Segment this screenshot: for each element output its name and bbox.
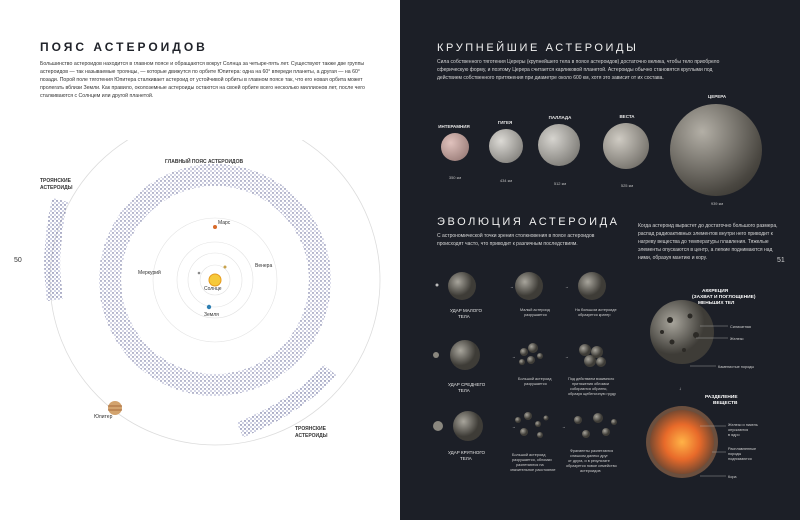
right-page-title: КРУПНЕЙШИЕ АСТЕРОИДЫ <box>437 42 639 54</box>
asteroid-size-3: 512 км <box>553 181 567 186</box>
left-page-title: ПОЯС АСТЕРОИДОВ <box>40 40 208 54</box>
svg-text:→: → <box>512 425 516 429</box>
accretion-label-2: Железо <box>730 337 744 341</box>
right-page-paragraph: Сила собственного тяготения Цереры (крупнейшего тела в поясе астероидов) достаточно велика, чтобы тело приобрело сферическую форму, и поэтому Церера считается карликовой планетой. Астероиды обычно становятся круглыми под действием собственного притяжения при диаметре около 600 км, хотя это зависит от их состава. <box>437 59 720 81</box>
row1-label-2: ТЕЛА <box>458 314 470 319</box>
asteroid-size-1: 350 км <box>448 175 462 180</box>
svg-text:→: → <box>512 355 516 359</box>
asteroid-hygiea <box>489 129 523 163</box>
venus-icon <box>224 266 227 269</box>
earth-icon <box>207 305 211 309</box>
separation-title-1: РАЗДЕЛЕНИЕ <box>705 395 738 400</box>
trojans-left-label-2: АСТЕРОИДЫ <box>40 185 73 191</box>
svg-text:→: → <box>510 285 514 289</box>
accretion-title-2: (ЗАХВАТ И ПОГЛОЩЕНИЕ) <box>692 295 756 300</box>
evolution-title: ЭВОЛЮЦИЯ АСТЕРОИДА <box>437 216 620 228</box>
asteroid-name-3: ПАЛЛАДА <box>548 115 572 120</box>
trojans-left-label-1: ТРОЯНСКИЕ <box>40 178 71 184</box>
separation-label-2: опускаются <box>728 428 749 432</box>
accretion-title-3: МЕНЬШИХ ТЕЛ <box>698 301 735 306</box>
row2-cap2-4: образуя щебеночную груду <box>568 392 616 396</box>
row2-cap1-2: разрушается <box>524 382 547 386</box>
row3-cap2-1: Фрагменты разлетаются <box>570 449 614 453</box>
asteroid-vesta <box>603 123 649 169</box>
asteroid-name-2: ГИГЕЯ <box>497 120 513 125</box>
row2-label-2: ТЕЛА <box>458 388 470 393</box>
row3-cap2-5: астероидов <box>580 469 601 473</box>
evolution-paragraph: С астрономической точки зрения столкновения в поясе астероидов происходят часто, что приводит к различным последствиям. <box>437 233 595 247</box>
separation-label-5: породы <box>728 452 742 456</box>
row3-label-2: ТЕЛА <box>460 456 472 461</box>
trojans-right-label-2: АСТЕРОИДЫ <box>295 433 328 439</box>
row1-asteroid <box>448 272 476 300</box>
asteroid-name-5: ЦЕРЕРА <box>707 94 727 99</box>
asteroid-name-4: ВЕСТА <box>619 114 635 119</box>
page-number-left: 50 <box>14 257 22 264</box>
sun-label: Солнце <box>204 286 222 292</box>
row1-label-1: УДАР МАЛОГО <box>450 308 482 313</box>
svg-text:→: → <box>565 355 569 359</box>
row1-cap2-1: На большом астероиде <box>575 308 617 312</box>
separation-label-4: Расплавленные <box>728 447 757 451</box>
page-number-right: 51 <box>777 257 785 264</box>
row3-cap2-4: образуется новое семейство <box>566 464 617 468</box>
down-arrow-icon: ↓ <box>679 386 682 391</box>
svg-text:→: → <box>565 285 569 289</box>
row2-cap2-3: собираются обратно, <box>570 387 608 391</box>
row3-asteroid <box>453 411 483 441</box>
main-belt-label: ГЛАВНЫЙ ПОЯС АСТЕРОИДОВ <box>165 159 244 165</box>
asteroid-name-1: ИНТЕРАМНИЯ <box>438 124 470 129</box>
venus-label: Венера <box>255 263 273 269</box>
mars-label: Марс <box>218 220 231 226</box>
asteroid-size-4: 525 км <box>620 183 634 188</box>
mercury-label: Меркурий <box>138 270 161 276</box>
separation-label-1: Железо и никель <box>728 423 758 427</box>
row1-cap1-2: разрушается <box>524 313 547 317</box>
asteroid-ceres <box>670 104 762 196</box>
separation-title-2: ВЕЩЕСТВ <box>713 401 738 406</box>
row3-cap2-2: слишком далеко друг <box>570 454 608 458</box>
row3-cap1-4: значительное расстояние <box>510 468 556 472</box>
evolution-diagram <box>400 240 800 520</box>
asteroid-size-5: 939 км <box>710 201 724 206</box>
jupiter-icon <box>108 401 122 415</box>
trojans-left-group <box>52 200 60 300</box>
separation-label-7: Кора <box>728 475 737 479</box>
trojans-right-label-1: ТРОЯНСКИЕ <box>295 426 326 432</box>
row3-cap1-1: Большой астероид <box>512 453 546 457</box>
solar-system-diagram <box>0 140 400 520</box>
asteroid-size-2: 434 км <box>499 178 513 183</box>
separation-label-3: в ядро <box>728 433 740 437</box>
mercury-icon <box>198 272 201 275</box>
separation-label-6: поднимаются <box>728 457 752 461</box>
jupiter-label: Юпитер <box>94 414 113 420</box>
left-page-paragraph: Большинство астероидов находится в главном поясе и обращаются вокруг Солнца за четыре-пять лет. Существуют также две группы астероидов — так называемые троянцы, — которые движутся по орбите Юпитера: одна на 60° впереди планеты, а другая — на 60° позади. Порой поле тяготения Юпитера сталкивает астероид от устойчивой орбиты в главном поясе так, что его новая орбита может пролегать вблизи Земли. Как правило, околоземные астероиды остаются на своей орбите всего несколько миллионов лет, после чего сталкиваются с Солнцем или другой планетой. <box>40 61 365 99</box>
asteroid-interamnia <box>441 133 469 161</box>
row3-label-1: УДАР КРУПНОГО <box>448 450 486 455</box>
row2-cap2-2: притяжения обломки <box>572 382 609 386</box>
row3-cap2-3: от друга, и в результате <box>568 459 610 463</box>
accretion-label-1: Силикатная <box>730 325 751 329</box>
sun-icon <box>209 274 221 286</box>
earth-label: Земля <box>204 312 219 318</box>
accretion-label-3: Каменистые породы <box>718 365 755 369</box>
accretion-title-1: АККРЕЦИЯ <box>702 289 729 294</box>
row3-cap1-3: разлетаются на <box>516 463 544 467</box>
row2-label-1: УДАР СРЕДНЕГО <box>448 382 486 387</box>
row2-cap2-1: Под действием взаимного <box>568 377 615 381</box>
row2-cap1-1: Большой астероид <box>518 377 552 381</box>
svg-text:→: → <box>562 425 566 429</box>
asteroid-pallas <box>538 124 580 166</box>
evolution-side-paragraph: Когда астероид вырастет до достаточно большого размера, распад радиоактивных элементов внутри него приводит к нагреву вещества до температуры плавления. Тяжелые элементы опускаются в центр, а легкие поднимаются над ними, образуя мантию и кору. <box>638 223 778 261</box>
row2-asteroid <box>450 340 480 370</box>
row1-cap2-2: образуется кратер <box>578 313 611 317</box>
row1-cap1-1: Малый астероид <box>520 308 550 312</box>
mars-icon <box>213 225 217 229</box>
accretion-body <box>650 300 714 364</box>
row3-cap1-2: разрушается, обломки <box>512 458 552 462</box>
